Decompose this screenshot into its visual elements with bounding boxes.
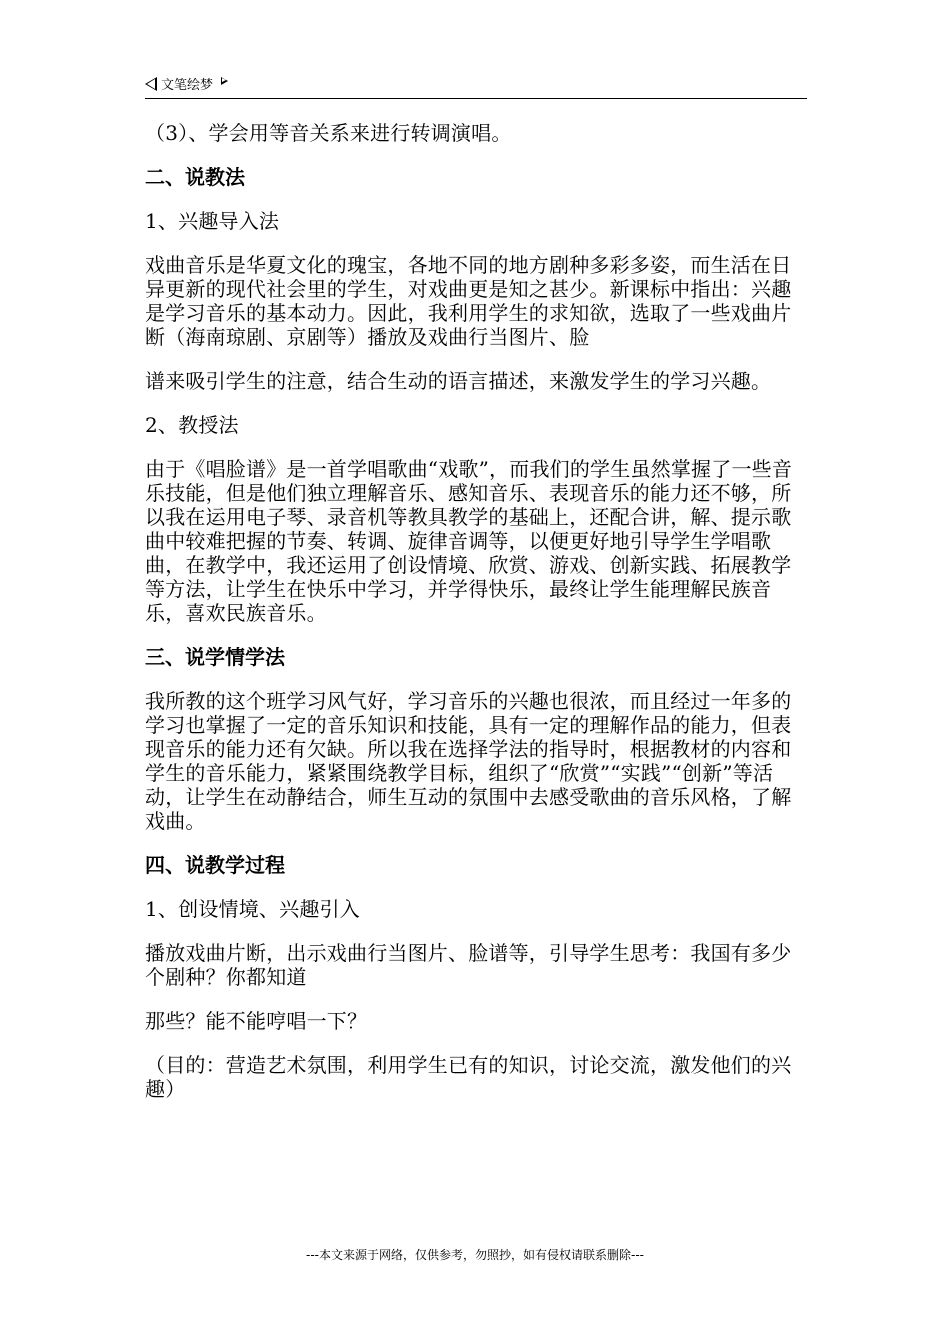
page-footer: ---本文来源于网络，仅供参考，勿照抄，如有侵权请联系删除--- xyxy=(306,1248,644,1262)
subheading-interest-method: 1、兴趣导入法 xyxy=(145,209,280,233)
paragraph-opera-intro: 戏曲音乐是华夏文化的瑰宝，各地不同的地方剧种多彩多姿，而生活在日异更新的现代社会里的学生，对戏曲更是知之甚少。新课标中指出：兴趣是学习音乐的基本动力。因此，我利用学生的求知欲，选取了一些戏曲片断（海南琼剧、京剧等）播放及戏曲行当图片、脸 xyxy=(145,253,792,349)
paragraph-instruction: 由于《唱脸谱》是一首学唱歌曲“戏歌”，而我们的学生虽然掌握了一些音乐技能，但是他们独立理解音乐、感知音乐、表现音乐的能力还不够，所以我在运用电子琴、录音机等教具教学的基础上，还配合讲，解、提示歌曲中较难把握的节奏、转调、旋律音调等，以便更好地引导学生学唱歌曲，在教学中，我还运用了创设情境、欣赏、游戏、创新实践、拓展教学等方法，让学生在快乐中学习，并学得快乐，最终让学生能理解民族音乐，喜欢民族音乐。 xyxy=(145,457,793,625)
heading-learning-situation: 三、说学情学法 xyxy=(145,645,285,669)
paragraph-purpose: （目的：营造艺术氛围，利用学生已有的知识，讨论交流，激发他们的兴趣） xyxy=(145,1053,792,1101)
header-brand xyxy=(145,74,228,93)
subheading-create-scenario: 1、创设情境、兴趣引入 xyxy=(145,897,360,921)
paragraph-hum-question: 那些？能不能哼唱一下？ xyxy=(145,1009,368,1033)
brand-text: 文笔绘梦 xyxy=(161,78,214,93)
left-triangle-icon xyxy=(145,77,157,91)
paragraph-facial-masks: 谱来吸引学生的注意，结合生动的语言描述，来激发学生的学习兴趣。 xyxy=(145,369,772,393)
page-header xyxy=(145,72,807,99)
subheading-instruction-method: 2、教授法 xyxy=(145,413,239,437)
paragraph-learning-situation: 我所教的这个班学习风气好，学习音乐的兴趣也很浓，而且经过一年多的学习也掌握了一定的音乐知识和技能，具有一定的理解作品的能力，但表现音乐的能力还有欠缺。所以我在选择学法的指导时，根据教材的内容和学生的音乐能力，紧紧围绕教学目标，组织了“欣赏”“实践”“创新”等活动，让学生在动静结合，师生互动的氛围中去感受歌曲的音乐风格，了解戏曲。 xyxy=(145,689,792,833)
heading-teaching-method: 二、说教法 xyxy=(145,165,245,189)
heading-teaching-process: 四、说教学过程 xyxy=(145,853,285,877)
document-body xyxy=(145,121,807,1101)
right-triangle-icon xyxy=(221,77,228,85)
paragraph-play-opera: 播放戏曲片断，出示戏曲行当图片、脸谱等，引导学生思考：我国有多少个剧种？你都知道 xyxy=(145,941,792,989)
paragraph-objective-3: （3）、学会用等音关系来进行转调演唱。 xyxy=(145,121,512,145)
